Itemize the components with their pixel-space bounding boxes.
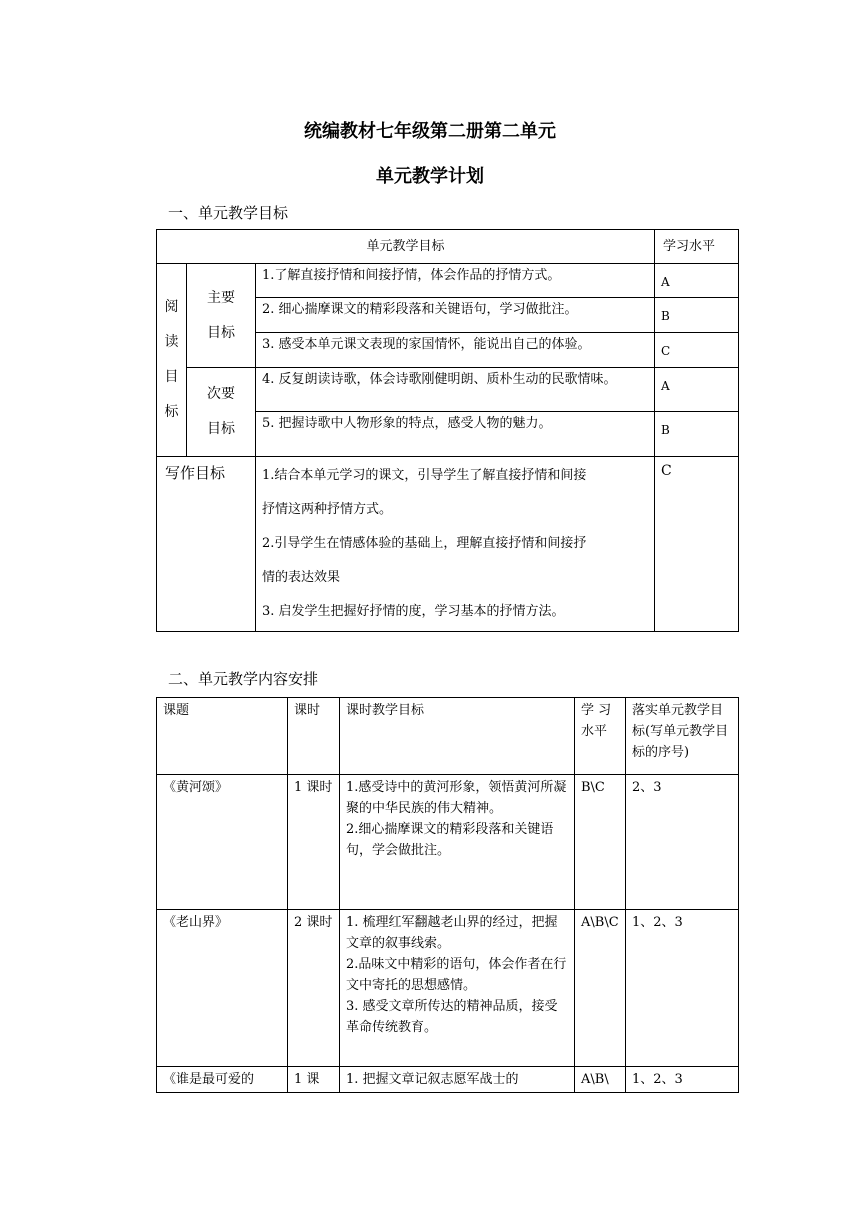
goal-level: B [655,298,739,333]
table-row [157,368,739,412]
lesson-level: B\C [575,775,626,910]
goal-level: A [655,368,739,412]
lesson-goals: 1.感受诗中的黄河形象，领悟黄河所凝聚的中华民族的伟大精神。 2.细心揣摩课文的精彩段落和关键语句，学会做批注。 [340,775,575,910]
lesson-goals: 1. 梳理红军翻越老山界的经过，把握文章的叙事线索。 2.品味文中精彩的语句，体会作者在行文中寄托的思想感情。 3. 感受文章所传达的精神品质，接受革命传统教育。 [340,910,575,1067]
lesson-target: 1、2、3 [626,1067,739,1093]
header-topic: 课题 [157,698,288,775]
goal-level: C [655,333,739,368]
document-title: 统编教材七年级第二册第二单元 [304,121,556,142]
lesson-level: A\B\C [575,910,626,1067]
table-header-row [157,698,739,775]
table-row [157,1067,739,1093]
lesson-target: 2、3 [626,775,739,910]
goal-level: A [655,264,739,298]
goal-text: 5. 把握诗歌中人物形象的特点，感受人物的魅力。 [256,412,655,457]
header-goal: 课时教学目标 [340,698,575,775]
lesson-level: A\B\ [575,1067,626,1093]
lesson-goals: 1. 把握文章记叙志愿军战士的 [340,1067,575,1093]
section-heading-content: 二、单元教学内容安排 [168,670,319,688]
table-row [157,264,739,298]
lesson-topic: 《谁是最可爱的 [157,1067,288,1093]
table-row [157,775,739,910]
document-subtitle: 单元教学计划 [376,166,484,187]
writing-goals-text: 1.结合本单元学习的课文，引导学生了解直接抒情和间接 抒情这两种抒情方式。 2.引导学生在情感体验的基础上，理解直接抒情和间接抒 情的表达效果 3. 启发学生把握好抒情的度，学习基本的抒情方法。 [256,457,655,632]
header-hours: 课时 [288,698,340,775]
unit-content-table [156,697,739,1093]
header-level: 学 习 水平 [575,698,626,775]
goal-text: 3. 感受本单元课文表现的家国情怀，能说出自己的体验。 [256,333,655,368]
lesson-target: 1、2、3 [626,910,739,1067]
table-header-row [157,230,739,264]
primary-goals-label: 主要 目标 [187,264,256,368]
lesson-hours: 1 课时 [288,775,340,910]
reading-goals-label: 阅 读 目 标 [157,264,187,457]
goal-level: B [655,412,739,457]
lesson-topic: 《黄河颂》 [157,775,288,910]
header-goal: 单元教学目标 [157,230,655,264]
header-level: 学习水平 [655,230,739,264]
lesson-hours: 2 课时 [288,910,340,1067]
lesson-topic: 《老山界》 [157,910,288,1067]
table-row [157,910,739,1067]
table-row-writing [157,457,739,632]
unit-goals-table [156,229,739,632]
goal-text: 1.了解直接抒情和间接抒情，体会作品的抒情方式。 [256,264,655,298]
goal-text: 4. 反复朗读诗歌，体会诗歌刚健明朗、质朴生动的民歌情味。 [256,368,655,412]
section-heading-goals: 一、单元教学目标 [168,204,289,222]
goal-text: 2. 细心揣摩课文的精彩段落和关键语句，学习做批注。 [256,298,655,333]
writing-goals-label: 写作目标 [157,457,256,632]
writing-goal-level: C [655,457,739,632]
secondary-goals-label: 次要 目标 [187,368,256,457]
lesson-hours: 1 课 [288,1067,340,1093]
header-target: 落实单元教学目标(写单元教学目标的序号) [626,698,739,775]
